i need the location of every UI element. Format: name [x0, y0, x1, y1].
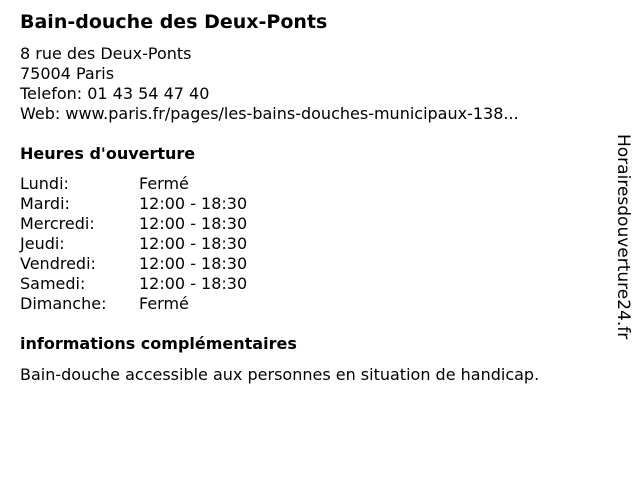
- hours-time: 12:00 - 18:30: [139, 254, 248, 273]
- street-address: 8 rue des Deux-Ponts: [20, 44, 192, 63]
- hours-day: Lundi:: [20, 174, 69, 193]
- watermark-text: Horairesdouverture24.fr: [613, 134, 633, 340]
- additional-info-heading: informations complémentaires: [20, 334, 297, 353]
- opening-hours-heading: Heures d'ouverture: [20, 144, 196, 163]
- hours-time: 12:00 - 18:30: [139, 194, 248, 213]
- hours-time: Fermé: [139, 294, 189, 313]
- hours-day: Jeudi:: [20, 234, 65, 253]
- hours-day: Samedi:: [20, 274, 86, 293]
- hours-day: Vendredi:: [20, 254, 96, 273]
- website-link[interactable]: Web: www.paris.fr/pages/les-bains-douches-municipaux-138...: [20, 104, 519, 123]
- hours-time: 12:00 - 18:30: [139, 274, 248, 293]
- hours-time: 12:00 - 18:30: [139, 234, 248, 253]
- hours-time: Fermé: [139, 174, 189, 193]
- hours-day: Dimanche:: [20, 294, 107, 313]
- phone-number[interactable]: Telefon: 01 43 54 47 40: [20, 84, 210, 103]
- hours-time: 12:00 - 18:30: [139, 214, 248, 233]
- hours-day: Mardi:: [20, 194, 70, 213]
- address-block: [20, 44, 519, 124]
- site-watermark: [610, 134, 638, 374]
- additional-info-text: Bain-douche accessible aux personnes en situation de handicap.: [20, 365, 540, 384]
- postal-city: 75004 Paris: [20, 64, 115, 83]
- hours-day: Mercredi:: [20, 214, 95, 233]
- page-title: Bain-douche des Deux-Ponts: [20, 11, 328, 33]
